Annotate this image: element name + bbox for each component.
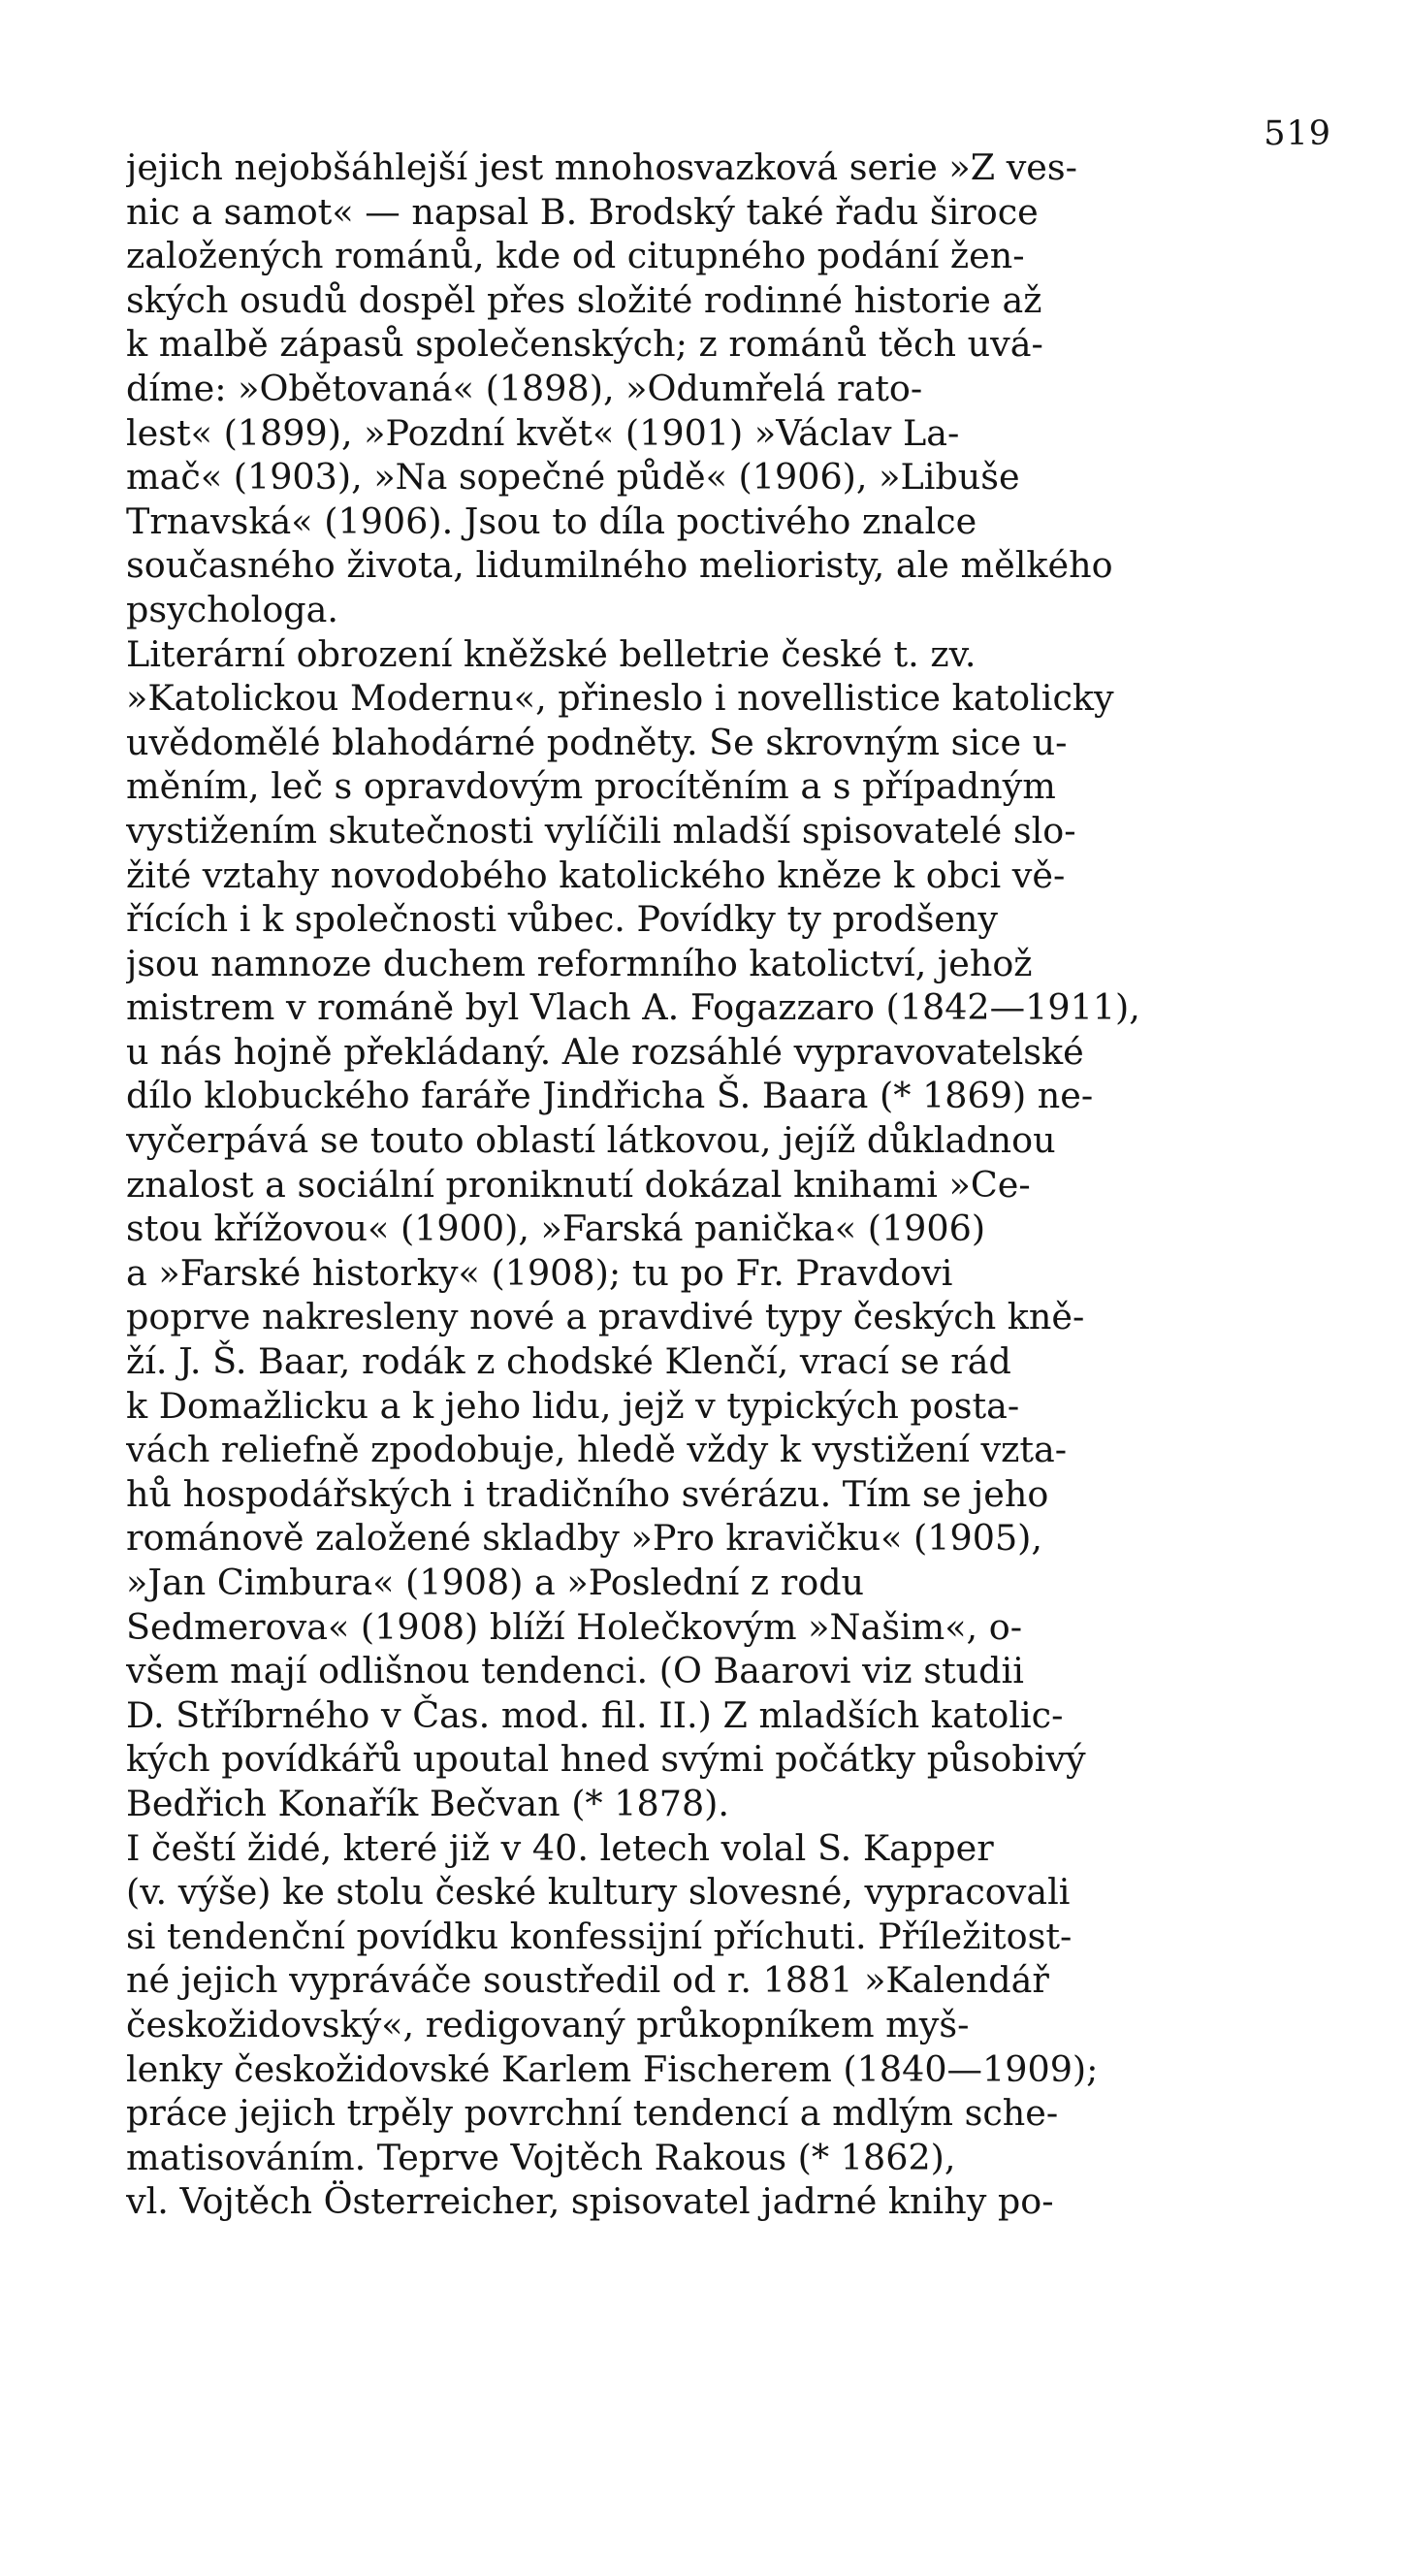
text-line: »Jan Cimbura« (1908) a »Poslední z rodu: [126, 1562, 865, 1603]
text-line: nic a samot« — napsal B. Brodský také řadu široce: [126, 190, 1039, 233]
text-line: k malbě zápasů společenských; z románů těch uvá-: [126, 323, 1043, 366]
text-line: ží. J. Š. Baar, rodák z chodské Klenčí, vrací se rád: [126, 1340, 1011, 1383]
text-line: vách reliefně zpodobuje, hledě vždy k vystižení vzta-: [126, 1429, 1068, 1471]
text-line: (v. výše) ke stolu české kultury slovesné, vypracovali: [126, 1871, 1071, 1914]
text-line: Bedřich Konařík Bečvan (* 1878).: [126, 1782, 730, 1824]
text-line: mač« (1903), »Na sopečné půdě« (1906), »Libuše: [126, 456, 1020, 499]
text-line: kých povídkářů upoutal hned svými počátky působivý: [126, 1738, 1086, 1781]
text-line: vl. Vojtěch Österreicher, spisovatel jadrné knihy po-: [126, 2180, 1054, 2223]
text-line: lest« (1899), »Pozdní květ« (1901) »Václav La-: [126, 411, 960, 454]
text-line: všem mají odlišnou tendenci. (O Baarovi viz studii: [126, 1650, 1024, 1692]
text-line: uvědomělé blahodárné podněty. Se skrovným sice u-: [126, 721, 1068, 763]
text-line: Literární obrození kněžské belletrie české t. zv.: [126, 632, 977, 675]
text-line: žité vztahy novodobého katolického kněze k obci vě-: [126, 853, 1066, 896]
text-line: jejich nejobšáhlejší jest mnohosvazková serie »Z ves-: [126, 146, 1077, 188]
text-line: né jejich vypráváče soustředil od r. 1881 »Kalendář: [126, 1959, 1049, 2002]
text-line: u nás hojně překládaný. Ale rozsáhlé vypravovatelské: [126, 1030, 1084, 1073]
text-line: psychologa.: [126, 588, 339, 630]
text-line: »Katolickou Modernu«, přineslo i novellistice katolicky: [126, 677, 1114, 720]
text-line: českožidovský«, redigovaný průkopníkem myš-: [126, 2003, 970, 2045]
body-text: [126, 145, 1309, 2224]
page-number: 519: [1264, 114, 1331, 153]
text-line: I čeští židé, které již v 40. letech volal S. Kapper: [126, 1826, 994, 1869]
text-line: poprve nakresleny nové a pravdivé typy českých kně-: [126, 1296, 1085, 1338]
text-line: ských osudů dospěl přes složité rodinné historie až: [126, 278, 1042, 321]
text-line: práce jejich trpěly povrchní tendencí a mdlým sche-: [126, 2092, 1059, 2135]
text-line: lenky českožidovské Karlem Fischerem (1840—1909);: [126, 2047, 1099, 2090]
text-line: jsou namnoze duchem reformního katolictví, jehož: [126, 942, 1033, 984]
text-line: matisováním. Teprve Vojtěch Rakous (* 1862),: [126, 2136, 956, 2178]
text-line: řících i k společnosti vůbec. Povídky ty prodšeny: [126, 898, 999, 941]
text-line: založených románů, kde od citupného podání žen-: [126, 235, 1025, 277]
text-line: znalost a sociální proniknutí dokázal knihami »Ce-: [126, 1163, 1031, 1206]
text-line: Trnavská« (1906). Jsou to díla poctivého znalce: [126, 499, 977, 542]
text-line: díme: »Obětovaná« (1898), »Odumřelá rato-: [126, 367, 923, 409]
text-line: a »Farské historky« (1908); tu po Fr. Pravdovi: [126, 1251, 953, 1294]
text-line: si tendenční povídku konfessijní příchuti. Příležitost-: [126, 1915, 1073, 1957]
text-line: současného života, lidumilného melioristy, ale mělkého: [126, 544, 1113, 587]
text-line: dílo klobuckého faráře Jindřicha Š. Baara (* 1869) ne-: [126, 1075, 1094, 1117]
text-line: stou křížovou« (1900), »Farská panička« (1906): [126, 1208, 986, 1250]
text-line: k Domažlicku a k jeho lidu, jejž v typických posta-: [126, 1384, 1020, 1427]
text-line: románově založené skladby »Pro kravičku« (1905),: [126, 1517, 1043, 1560]
text-line: hů hospodářských i tradičního svérázu. Tím se jeho: [126, 1472, 1049, 1515]
text-line: mistrem v románě byl Vlach A. Fogazzaro (1842—1911),: [126, 986, 1140, 1029]
text-line: vyčerpává se touto oblastí látkovou, jejíž důkladnou: [126, 1119, 1056, 1162]
text-line: měním, leč s opravdovým procítěním a s případným: [126, 765, 1056, 808]
text-line: D. Stříbrného v Čas. mod. fil. II.) Z mladších katolic-: [126, 1693, 1064, 1736]
text-line: Sedmerova« (1908) blíží Holečkovým »Našim«, o-: [126, 1605, 1023, 1648]
text-line: vystižením skutečnosti vylíčili mladší spisovatelé slo-: [126, 809, 1076, 852]
